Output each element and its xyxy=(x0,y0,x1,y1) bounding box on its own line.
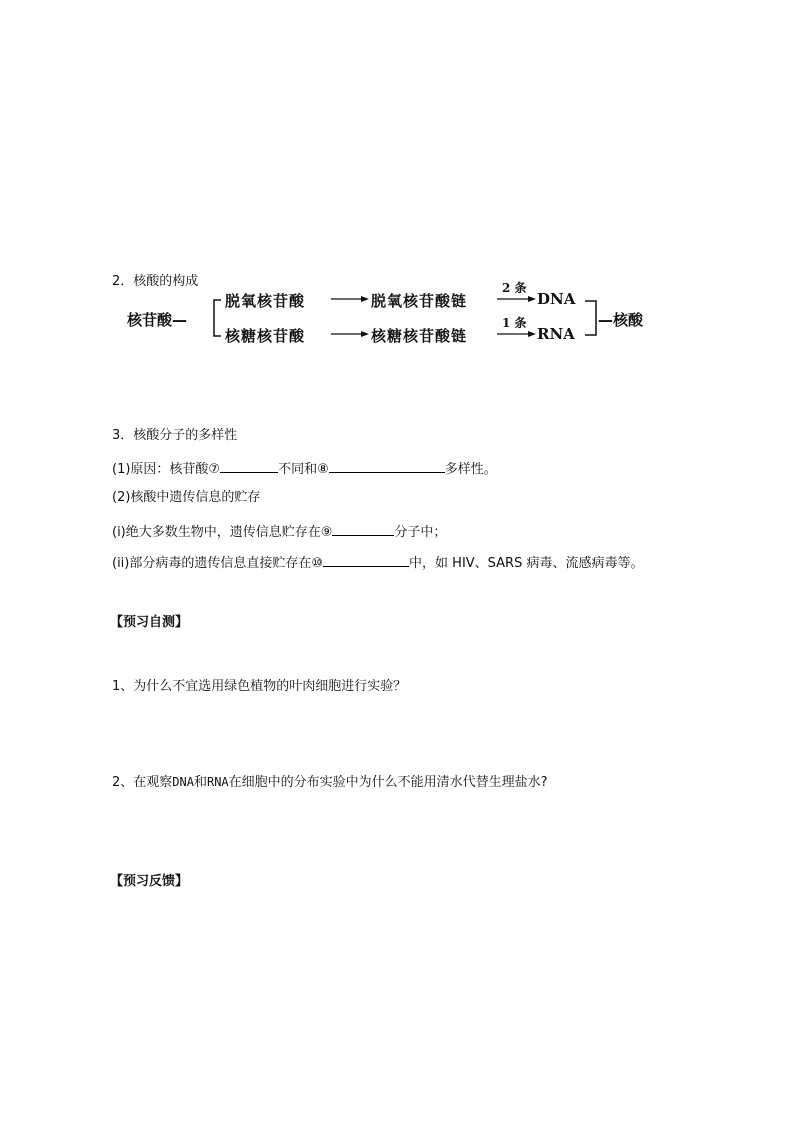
self-test-q2 xyxy=(112,773,548,792)
row2-count: 1 条 xyxy=(502,316,527,330)
section3-line3 xyxy=(112,521,446,542)
blank-8 xyxy=(329,458,445,473)
section3-heading: 3．核酸分子的多样性 xyxy=(112,428,238,443)
row1-product: DNA xyxy=(537,290,576,308)
self-test-q1: 1、为什么不宜选用绿色植物的叶肉细胞进行实验？ xyxy=(112,679,407,694)
line3-suffix: 分子中； xyxy=(394,525,447,540)
line4-prefix: (ii)部分病毒的遗传信息直接贮存在⑩ xyxy=(112,556,324,571)
section2-heading: 2．核酸的构成 xyxy=(112,274,199,289)
blank-10 xyxy=(323,552,409,567)
row2-product: RNA xyxy=(537,325,575,343)
section3-line4 xyxy=(112,552,643,573)
feedback-heading: 【预习反馈】 xyxy=(110,874,189,889)
q2-rna: RNA xyxy=(206,775,229,789)
section3-line1 xyxy=(112,458,497,479)
row1-item: 脱氧核苷酸 xyxy=(225,292,306,310)
q2-part1: 2、在观察 xyxy=(112,775,173,790)
q2-part2: 和 xyxy=(193,775,207,790)
row1-count: 2 条 xyxy=(502,281,527,295)
row2-chain: 核糖核苷酸链 xyxy=(371,327,468,345)
line1-suffix: 多样性。 xyxy=(444,462,497,477)
arrow-row2-a-head xyxy=(361,331,369,337)
line1-prefix: (1)原因：核苷酸⑦ xyxy=(112,462,221,477)
section3-line2: (2)核酸中遗传信息的贮存 xyxy=(112,490,261,505)
q2-part3: 在细胞中的分布实验中为什么不能用清水代替生理盐水? xyxy=(228,775,548,790)
q2-dna: DNA xyxy=(172,775,194,789)
right-bracket xyxy=(585,301,596,335)
left-bracket xyxy=(214,300,221,336)
self-test-heading: 【预习自测】 xyxy=(110,615,189,630)
row1-chain: 脱氧核苷酸链 xyxy=(371,292,468,310)
row2-item: 核糖核苷酸 xyxy=(225,327,306,345)
line3-prefix: (i)绝大多数生物中，遗传信息贮存在⑨ xyxy=(112,525,333,540)
line1-middle: 不同和⑧ xyxy=(278,462,329,477)
blank-7 xyxy=(220,458,278,473)
arrow-row1-a-head xyxy=(361,296,369,302)
arrow-row1-b-head xyxy=(528,296,536,302)
line4-suffix: 中，如 HIV、SARS 病毒、流感病毒等。 xyxy=(409,556,644,571)
arrow-row2-b-head xyxy=(528,331,536,337)
blank-9 xyxy=(332,521,394,536)
diagram-root: 核苷酸— xyxy=(127,311,188,329)
diagram-result: —核酸 xyxy=(598,311,644,329)
